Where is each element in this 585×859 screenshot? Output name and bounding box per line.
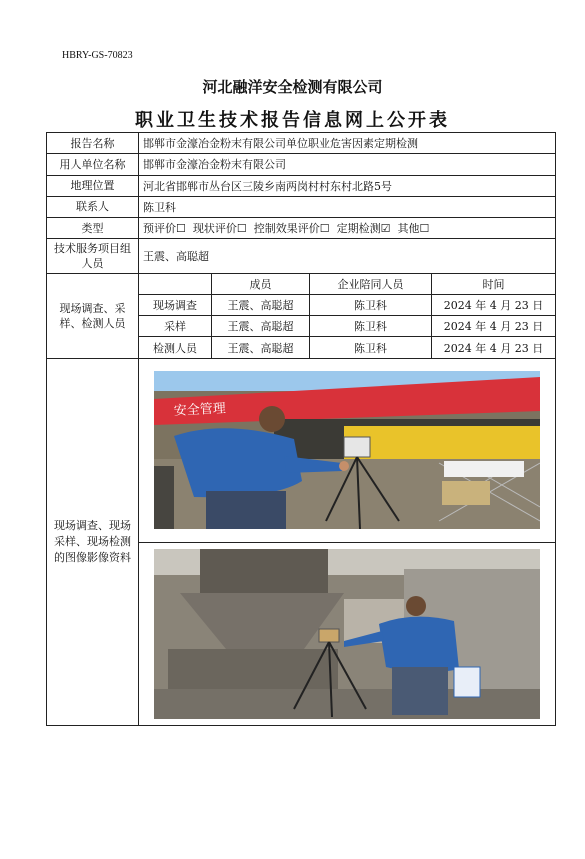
team-label: 技术服务项目组人员 xyxy=(47,239,139,273)
type-option-other[interactable]: 其他☐ xyxy=(397,222,430,236)
type-option-pre-evaluation[interactable]: 预评价☐ xyxy=(143,222,186,236)
document-title: 职业卫生技术报告信息网上公开表 xyxy=(135,110,450,131)
survey-header-escort: 企业陪同人员 xyxy=(310,273,432,294)
survey-role: 现场调查 xyxy=(139,294,212,315)
report-name-value: 邯郸市金濠冶金粉末有限公司单位职业危害因素定期检测 xyxy=(139,133,556,154)
type-option-control-effect[interactable]: 控制效果评价☐ xyxy=(253,222,330,236)
location-label: 地理位置 xyxy=(47,175,139,196)
row-type xyxy=(47,218,556,239)
images-label: 现场调查、现场采样、现场检测的图像影像资料 xyxy=(47,358,139,725)
survey-escort: 陈卫科 xyxy=(310,294,432,315)
survey-header-role xyxy=(139,273,212,294)
site-photo-sampling-workshop xyxy=(154,549,540,719)
team-value: 王震、高聪超 xyxy=(139,239,556,273)
survey-role: 检测人员 xyxy=(139,337,212,358)
row-report-name xyxy=(47,133,556,154)
contact-value: 陈卫科 xyxy=(139,196,556,217)
type-option-status-evaluation[interactable]: 现状评价☐ xyxy=(192,222,247,236)
survey-header-members: 成员 xyxy=(212,273,310,294)
row-employer xyxy=(47,154,556,175)
location-value: 河北省邯郸市丛台区三陵乡南两岗村村东村北路5号 xyxy=(139,175,556,196)
survey-escort: 陈卫科 xyxy=(310,316,432,337)
photo-cell-1 xyxy=(139,358,556,542)
photo-row-1 xyxy=(47,358,556,542)
photo-sign-text: 安全管理 xyxy=(173,401,227,420)
photo-cell-2 xyxy=(139,542,556,725)
site-photo-sampling-outdoor xyxy=(154,371,540,529)
survey-date: 2024 年 4 月 23 日 xyxy=(432,337,556,358)
contact-label: 联系人 xyxy=(47,196,139,217)
survey-label: 现场调查、采样、检测人员 xyxy=(47,273,139,358)
document-code: HBRY-GS-70823 xyxy=(62,50,133,61)
survey-members: 王震、高聪超 xyxy=(212,337,310,358)
report-name-label: 报告名称 xyxy=(47,133,139,154)
type-label: 类型 xyxy=(47,218,139,239)
employer-value: 邯郸市金濠冶金粉末有限公司 xyxy=(139,154,556,175)
survey-escort: 陈卫科 xyxy=(310,337,432,358)
info-table xyxy=(46,132,556,726)
row-contact xyxy=(47,196,556,217)
company-name: 河北融洋安全检测有限公司 xyxy=(202,78,383,96)
survey-date: 2024 年 4 月 23 日 xyxy=(432,294,556,315)
survey-date: 2024 年 4 月 23 日 xyxy=(432,316,556,337)
row-location xyxy=(47,175,556,196)
survey-header-row xyxy=(47,273,556,294)
survey-role: 采样 xyxy=(139,316,212,337)
row-team xyxy=(47,239,556,273)
employer-label: 用人单位名称 xyxy=(47,154,139,175)
survey-header-date: 时间 xyxy=(432,273,556,294)
survey-members: 王震、高聪超 xyxy=(212,316,310,337)
type-options xyxy=(139,218,556,239)
type-option-periodic-testing[interactable]: 定期检测☑ xyxy=(336,222,391,236)
survey-members: 王震、高聪超 xyxy=(212,294,310,315)
